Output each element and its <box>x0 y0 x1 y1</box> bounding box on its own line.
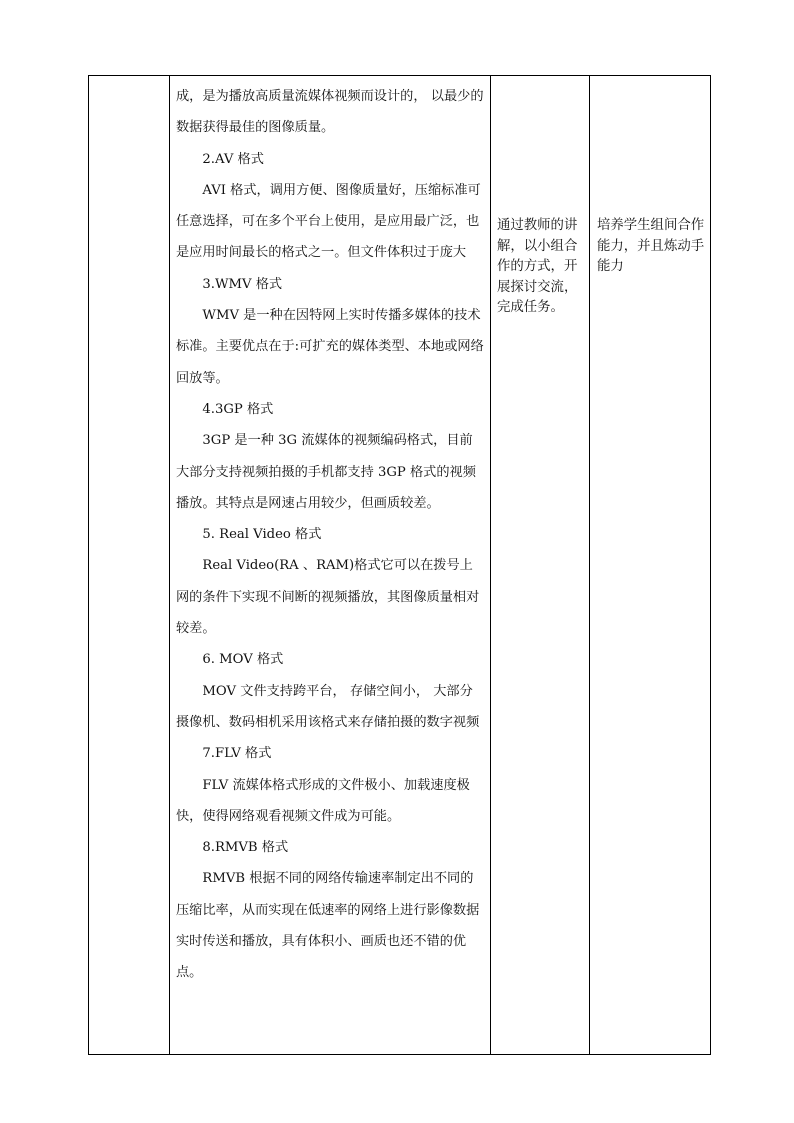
section-heading: 7.FLV 格式 <box>202 746 272 762</box>
paragraph: 成，是为播放高质量流媒体视频而设计的， 以最少的数据获得最佳的图像质量。 <box>176 89 484 136</box>
paragraph: Real Video(RA 、RAM)格式它可以在拨号上网的条件下实现不间断的视频播放，其图像质量相对较差。 <box>176 558 480 637</box>
paragraph: RMVB 根据不同的网络传输速率制定出不同的压缩比率，从而实现在低速率的网络上进行影像数据实时传送和播放，具有体积小、画质也还不错的优点。 <box>176 871 480 981</box>
goal-text: 培养学生组间合作能力，并且炼动手能力 <box>597 218 705 274</box>
paragraph: AVI 格式，调用方便、图像质量好，压缩标准可任意选择，可在多个平台上使用，是应用最广泛，也是应用时间最长的格式之一。但文件体积过于庞大 <box>176 182 481 261</box>
lesson-plan-table <box>88 75 711 1055</box>
section-heading: 6. MOV 格式 <box>202 652 284 668</box>
section-heading: 8.RMVB 格式 <box>202 840 289 856</box>
empty-left-cell <box>89 76 170 1055</box>
video-format-content <box>170 76 490 989</box>
table-row <box>89 76 711 1055</box>
activity-text: 通过教师的讲解，以小组合作的方式，开展探讨交流，完成任务。 <box>497 218 578 315</box>
paragraph: FLV 流媒体格式形成的文件极小、加载速度极快，使得网络观看视频文件成为可能。 <box>176 777 470 824</box>
paragraph: MOV 文件支持跨平台， 存储空间小， 大部分摄像机、数码相机采用该格式来存储拍摄的数字视频 <box>176 683 480 730</box>
paragraph: WMV 是一种在因特网上实时传播多媒体的技术标准。主要优点在于:可扩充的媒体类型、本地或网络回放等。 <box>176 308 484 386</box>
section-heading: 5. Real Video 格式 <box>202 527 322 543</box>
content-cell <box>170 76 491 1055</box>
section-heading: 4.3GP 格式 <box>202 401 274 417</box>
section-heading: 3.WMV 格式 <box>202 276 283 292</box>
activity-cell <box>491 76 590 1055</box>
section-heading: 2.AV 格式 <box>202 151 264 167</box>
paragraph: 3GP 是一种 3G 流媒体的视频编码格式，目前大部分支持视频拍摄的手机都支持 3GP 格式的视频播放。其特点是网速占用较少，但画质较差。 <box>176 433 476 511</box>
goal-cell <box>590 76 711 1055</box>
